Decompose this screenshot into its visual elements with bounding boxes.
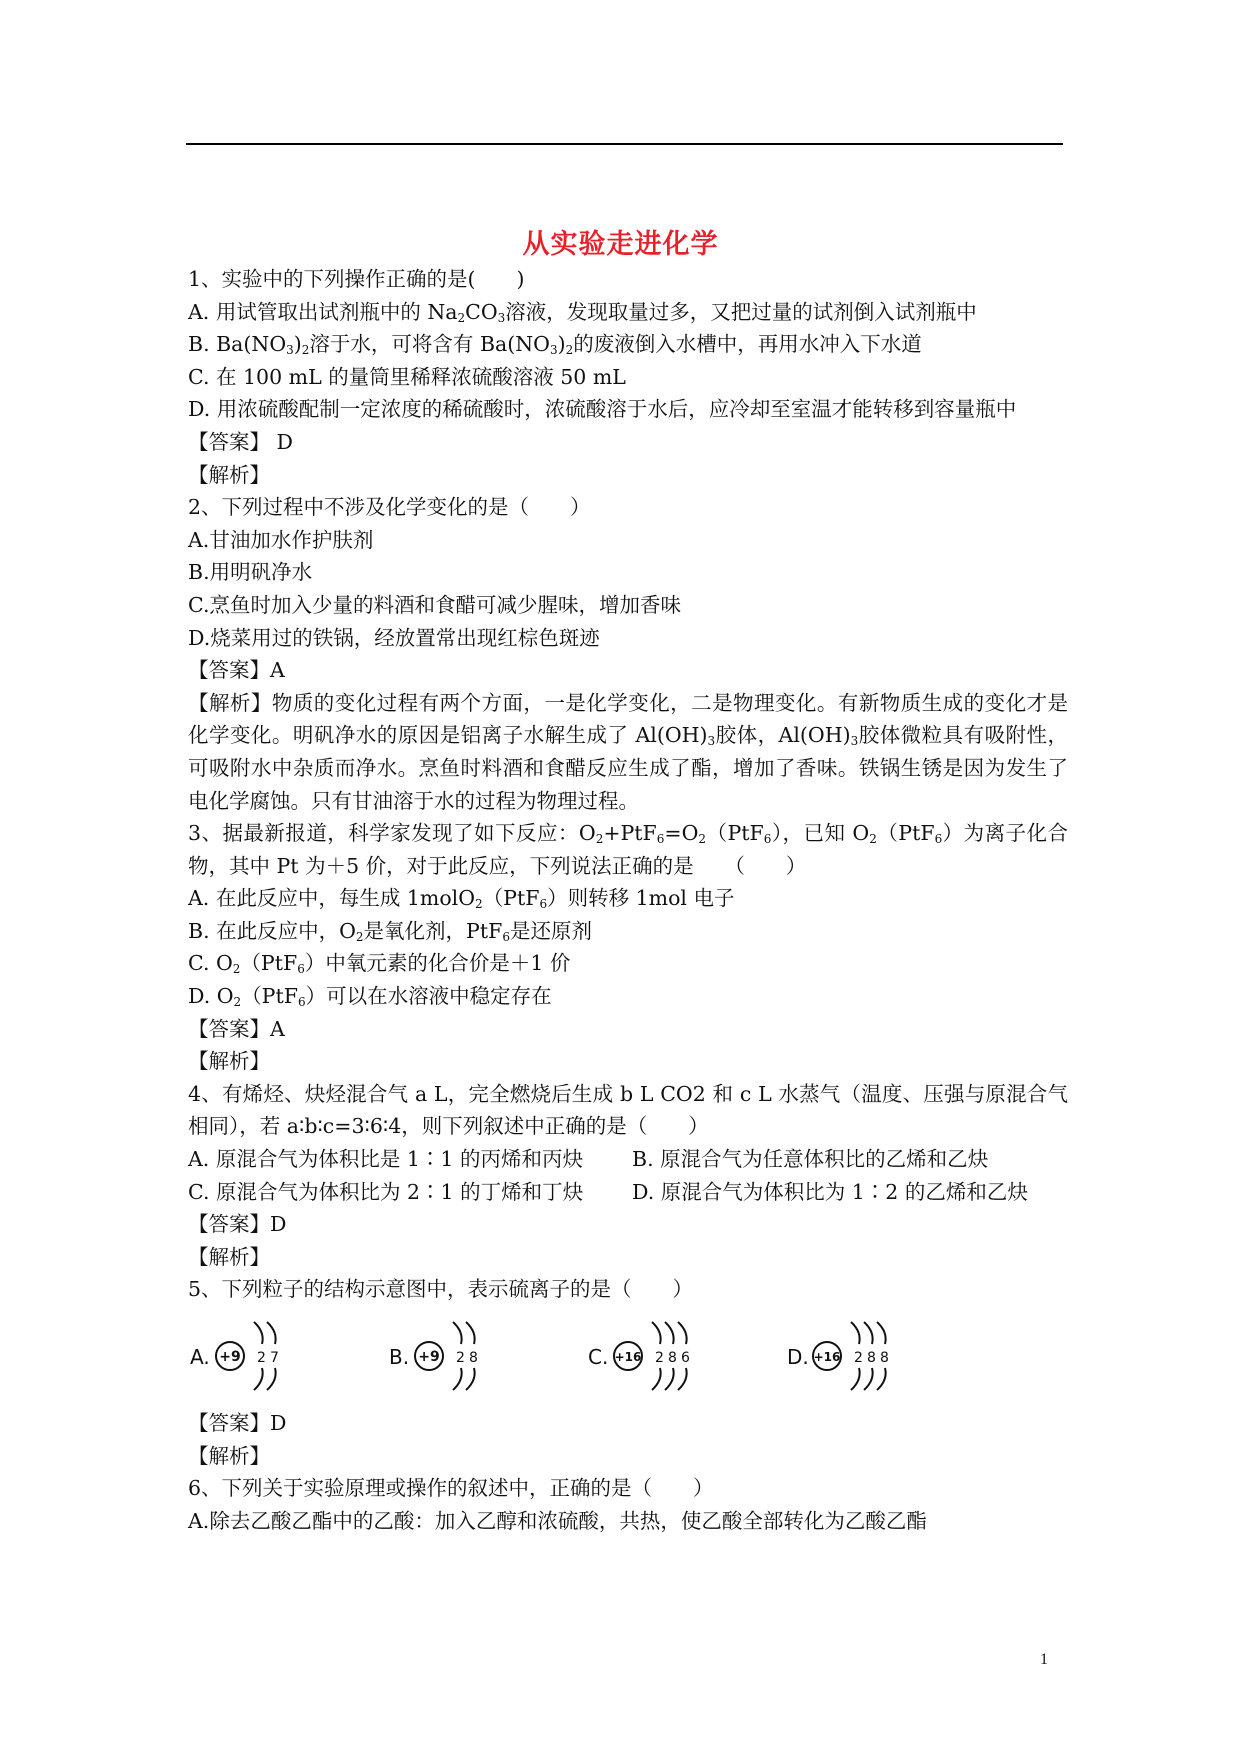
q6-stem: 6、下列关于实验原理或操作的叙述中，正确的是（ ） bbox=[188, 1476, 714, 1501]
shell-arc-upper bbox=[453, 1322, 462, 1344]
q1-option-b: B. $Ba(NO_3)_2$溶于水，可将含有 $Ba(NO_3)_2$的废液倒入水槽中，再用水冲入下水道 bbox=[188, 332, 922, 358]
q2-answer: 【答案】A bbox=[188, 658, 285, 683]
atom-diagram-b-svg bbox=[387, 1312, 577, 1402]
q1-option-d: D. 用浓硫酸配制一定浓度的稀硫酸时，浓硫酸溶于水后，应冷却至室温才能转移到容量瓶中 bbox=[188, 397, 1017, 422]
shell-arc-lower bbox=[851, 1368, 860, 1390]
nucleus-label: +9 bbox=[219, 1349, 241, 1365]
electron-count: 7 bbox=[270, 1350, 279, 1366]
electron-count: 8 bbox=[880, 1350, 889, 1366]
atom-diagram-b bbox=[387, 1312, 586, 1407]
electron-count: 2 bbox=[854, 1350, 863, 1366]
nucleus-label: +16 bbox=[614, 1350, 642, 1364]
atom-diagram-d bbox=[785, 1312, 984, 1407]
electron-count: 2 bbox=[655, 1350, 664, 1366]
shell-arc-lower bbox=[267, 1368, 276, 1390]
q4-analysis: 【解析】 bbox=[188, 1244, 270, 1269]
option-letter: B. bbox=[389, 1345, 410, 1369]
q4-stem: 4、有烯烃、炔烃混合气 a L，完全燃烧后生成 b L CO2 和 c L 水蒸气（温度、压强与原混合气相同），若 a∶b∶c=3∶6∶4，则下列叙述中正确的是（ ） bbox=[188, 1081, 1068, 1139]
q6-option-a: A.除去乙酸乙酯中的乙酸：加入乙醇和浓硫酸，共热，使乙酸全部转化为乙酸乙酯 bbox=[188, 1508, 927, 1533]
page-title: 从实验走进化学 bbox=[522, 229, 719, 260]
q4-option-a: A. 原混合气为体积比是 1∶1 的丙烯和丙炔 bbox=[188, 1147, 583, 1172]
q3-option-a: A. 在此反应中，每生成 1molO$_2$（PtF$_6$）则转移 1mol 电子 bbox=[188, 886, 735, 912]
q3-stem: 3、据最新报道，科学家发现了如下反应：$O_2+PtF_6=O_2(PtF_6)$，已知 $O_2(PtF_6)$为离子化合物，其中 Pt 为＋5 价，对于此反应，下列说法正确的是 （ ） bbox=[188, 821, 1068, 878]
q3-option-d: D. $O_2(PtF_6)$可以在水溶液中稳定存在 bbox=[188, 984, 552, 1010]
shell-arc-upper bbox=[267, 1322, 276, 1344]
atom-diagram-a-svg bbox=[188, 1312, 378, 1402]
document-body bbox=[188, 263, 1068, 1537]
atom-diagram-a bbox=[188, 1312, 387, 1407]
q4-answer: 【答案】D bbox=[188, 1212, 287, 1237]
q5-answer: 【答案】D bbox=[188, 1411, 287, 1435]
q3-answer: 【答案】A bbox=[188, 1016, 285, 1041]
shell-arc-lower bbox=[254, 1368, 263, 1390]
q4-option-c: C. 原混合气为体积比为 2∶1 的丁烯和丁炔 bbox=[188, 1179, 584, 1204]
q1-option-c: C. 在 100 mL 的量筒里稀释浓硫酸溶液 50 mL bbox=[188, 364, 626, 389]
q5-diagram-row bbox=[188, 1306, 1068, 1407]
electron-count: 6 bbox=[681, 1350, 690, 1366]
q2-option-d: D.烧菜用过的铁锅，经放置常出现红棕色斑迹 bbox=[188, 625, 600, 650]
q1-stem: 1、实验中的下列操作正确的是( ) bbox=[188, 267, 525, 291]
shell-arc-lower bbox=[877, 1368, 886, 1390]
electron-count: 8 bbox=[867, 1350, 876, 1366]
shell-arc-lower bbox=[466, 1368, 475, 1390]
shell-arc-upper bbox=[652, 1322, 661, 1344]
shell-arc-lower bbox=[453, 1368, 462, 1390]
shell-arc-upper bbox=[665, 1322, 674, 1344]
shell-arc-upper bbox=[254, 1322, 263, 1344]
page-number: 1 bbox=[1040, 1651, 1048, 1668]
nucleus-label: +9 bbox=[418, 1349, 440, 1365]
shell-arc-upper bbox=[678, 1322, 687, 1344]
option-letter: D. bbox=[787, 1345, 809, 1369]
q2-analysis: 【解析】物质的变化过程有两个方面，一是化学变化，二是物理变化。有新物质生成的变化才是化学变化。明矾净水的原因是铝离子水解生成了 $Al(OH)_3$胶体，$Al(OH)_3$胶体微粒具有吸附性，可吸附水中杂质而净水。烹鱼时料酒和食醋反应生成了酯，增加了香味。铁锅生锈是因为发生了电化学腐蚀。只有甘油溶于水的过程为物理过程。 bbox=[188, 690, 1069, 813]
shell-arc-lower bbox=[652, 1368, 661, 1390]
shell-arc-lower bbox=[678, 1368, 687, 1390]
atom-diagram-d-svg bbox=[785, 1312, 975, 1402]
header-rule bbox=[186, 143, 1063, 145]
q2-stem: 2、下列过程中不涉及化学变化的是（ ） bbox=[188, 495, 591, 520]
q2-option-a: A.甘油加水作护肤剂 bbox=[188, 527, 374, 552]
q3-option-b: B. 在此反应中，$O_2$是氧化剂，PtF$_6$是还原剂 bbox=[188, 918, 592, 944]
shell-arc-lower bbox=[665, 1368, 674, 1390]
option-letter: C. bbox=[588, 1345, 609, 1369]
q1-option-a: A. 用试管取出试剂瓶中的 $Na_2CO_3$溶液，发现取量过多，又把过量的试剂倒入试剂瓶中 bbox=[188, 299, 977, 325]
q3-analysis: 【解析】 bbox=[188, 1049, 270, 1074]
q5-stem: 5、下列粒子的结构示意图中，表示硫离子的是（ ） bbox=[188, 1277, 694, 1302]
q2-option-c: C.烹鱼时加入少量的料酒和食醋可减少腥味，增加香味 bbox=[188, 592, 681, 617]
q3-option-c: C. $O_2(PtF_6)$中氧元素的化合价是＋1 价 bbox=[188, 951, 571, 977]
q1-analysis: 【解析】 bbox=[188, 462, 270, 487]
q4-option-b: B. 原混合气为任意体积比的乙烯和乙炔 bbox=[632, 1147, 989, 1172]
shell-arc-upper bbox=[466, 1322, 475, 1344]
q4-option-d: D. 原混合气为体积比为 1∶2 的乙烯和乙炔 bbox=[632, 1179, 1028, 1204]
nucleus-label: +16 bbox=[813, 1350, 841, 1364]
shell-arc-lower bbox=[864, 1368, 873, 1390]
shell-arc-upper bbox=[877, 1322, 886, 1344]
atom-diagram-c-svg bbox=[586, 1312, 776, 1402]
electron-count: 8 bbox=[469, 1350, 478, 1366]
electron-count: 2 bbox=[257, 1350, 266, 1366]
shell-arc-upper bbox=[864, 1322, 873, 1344]
q4-options-row-1 bbox=[188, 1143, 1068, 1176]
atom-diagram-c bbox=[586, 1312, 785, 1407]
shell-arc-upper bbox=[851, 1322, 860, 1344]
q2-option-b: B.用明矾净水 bbox=[188, 560, 313, 585]
q5-analysis: 【解析】 bbox=[188, 1443, 270, 1468]
electron-count: 2 bbox=[456, 1350, 465, 1366]
option-letter: A. bbox=[190, 1345, 210, 1369]
q1-answer: 【答案】 D bbox=[188, 429, 293, 454]
electron-count: 8 bbox=[668, 1350, 677, 1366]
q4-options-row-2 bbox=[188, 1176, 1068, 1209]
